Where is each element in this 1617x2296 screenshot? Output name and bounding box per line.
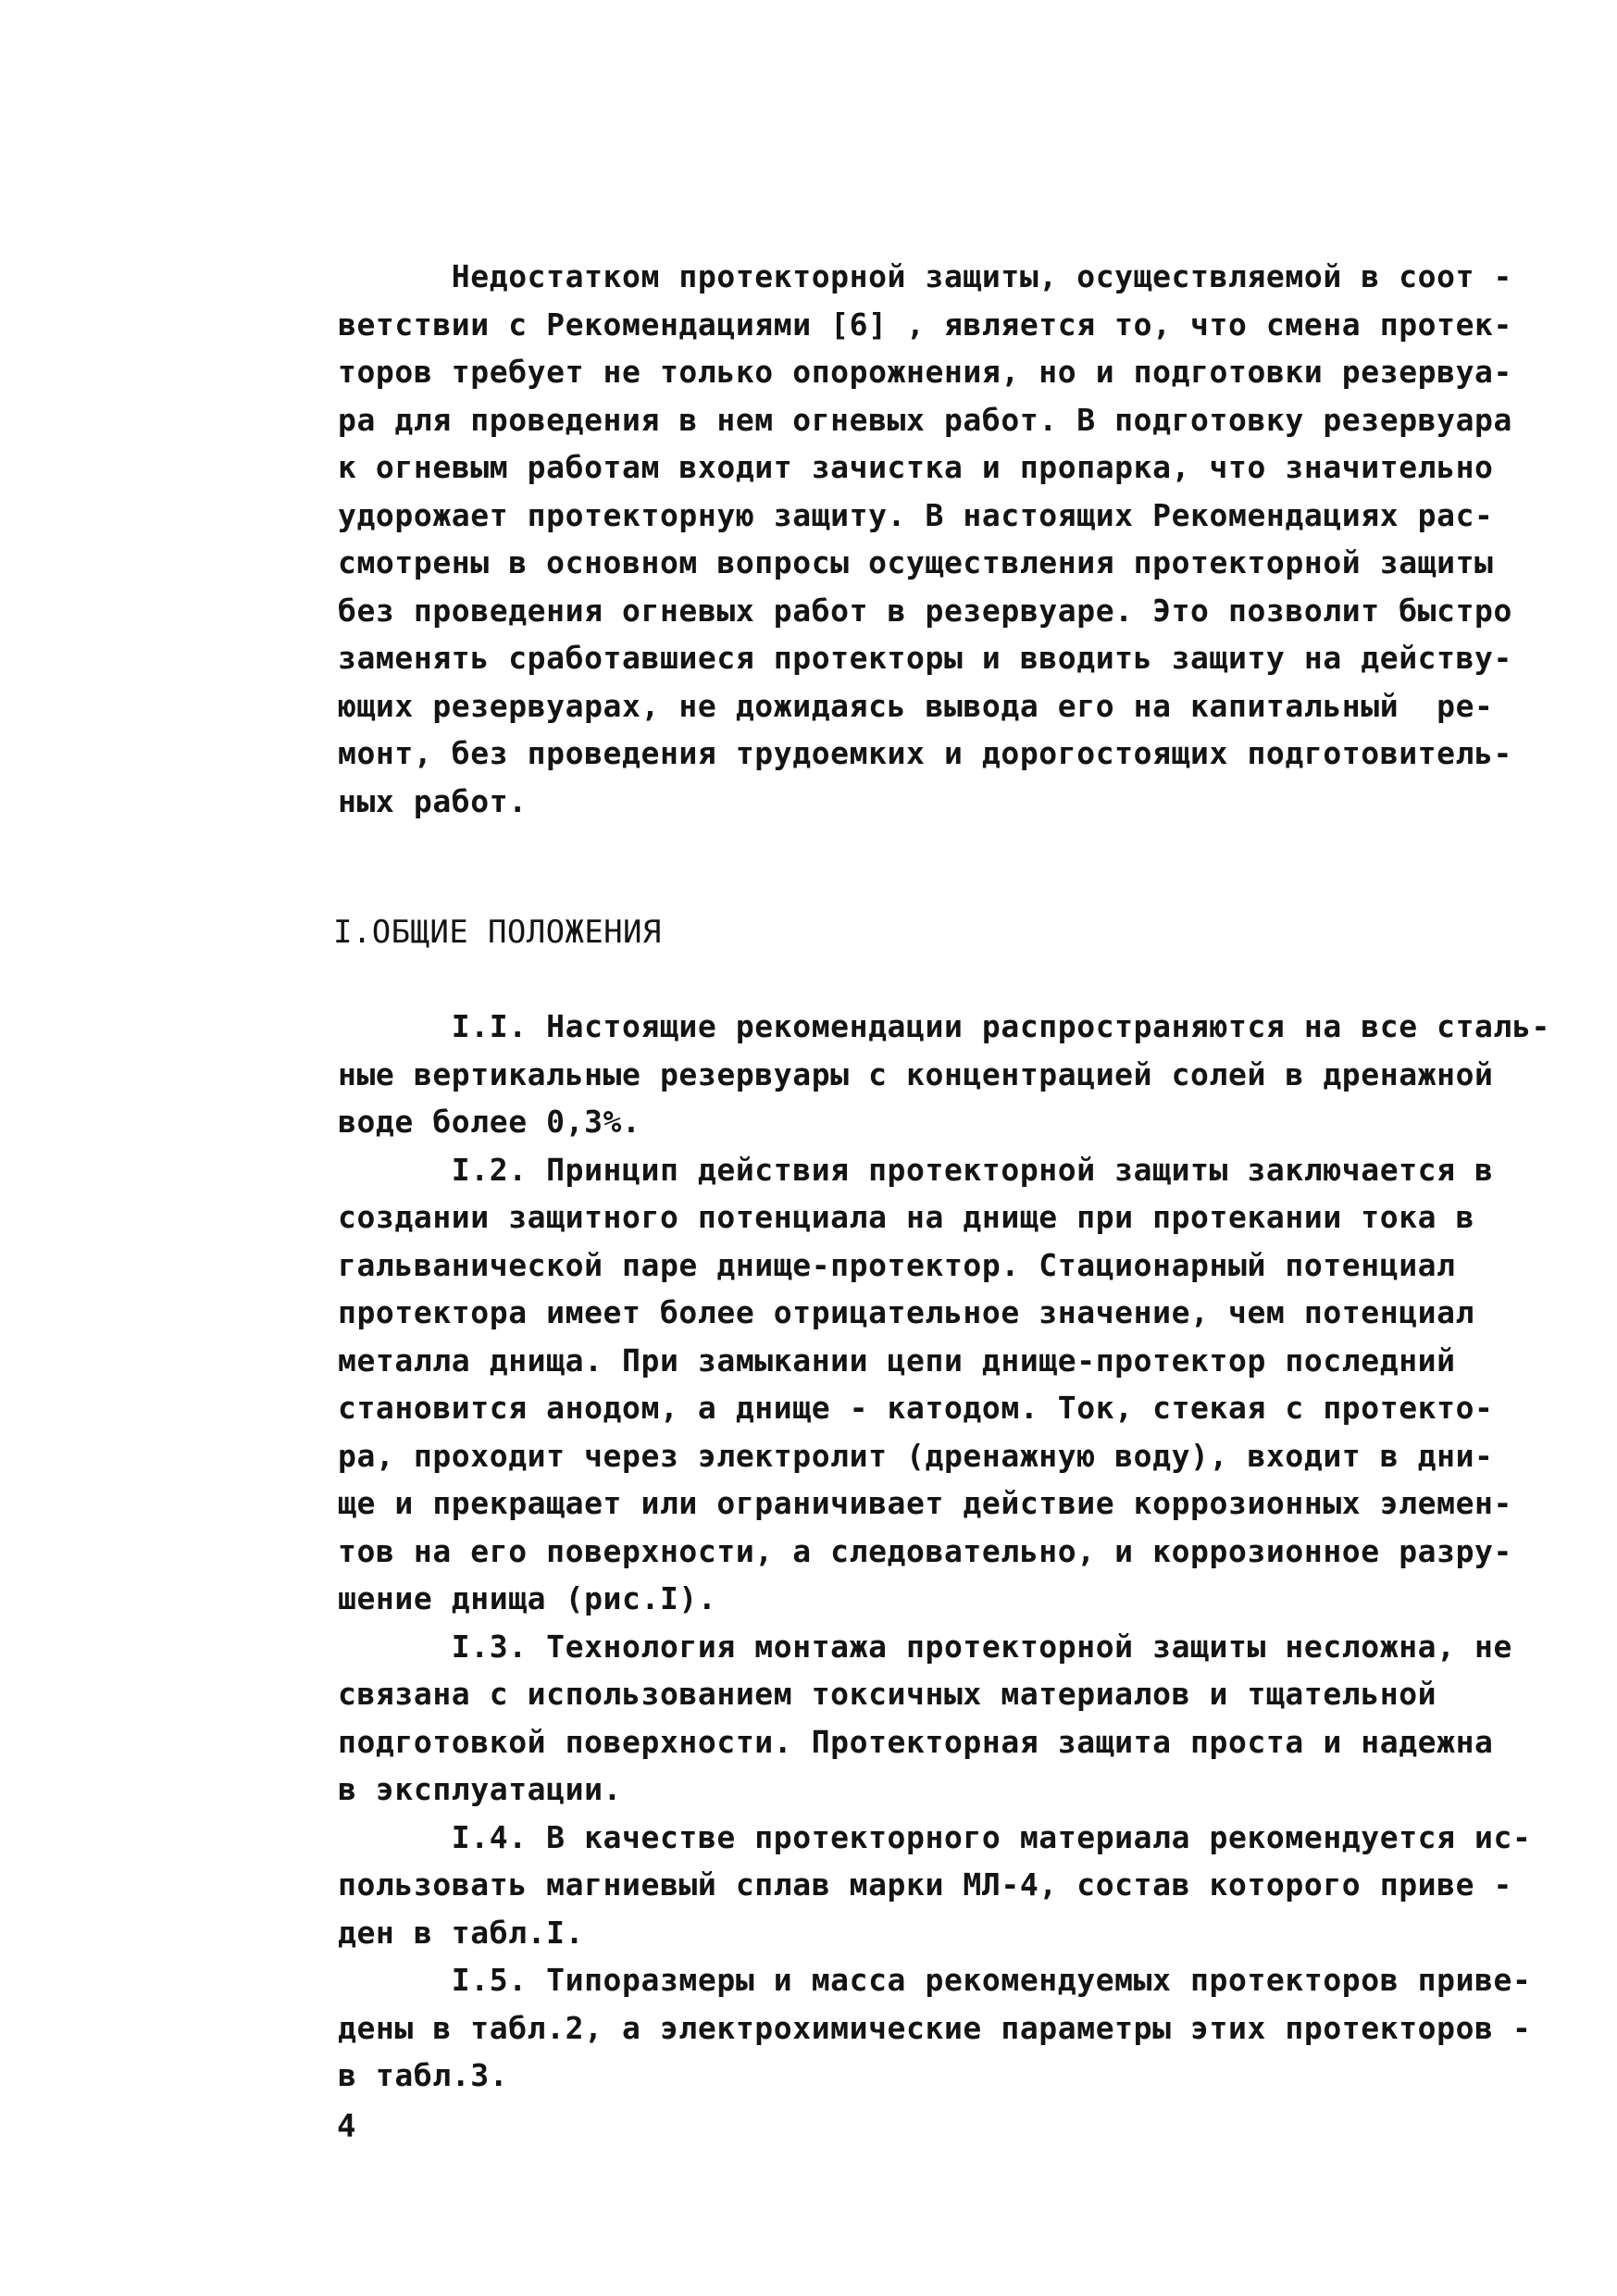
text-line: подготовкой поверхности. Протекторная защита проста и надежна [338, 1723, 1494, 1760]
text-line: смотрены в основном вопросы осуществления протекторной защиты [338, 544, 1494, 580]
text-line: становится анодом, а днище - катодом. Ток, стекая с протекто- [338, 1390, 1494, 1426]
text-line: в эксплуатации. [338, 1771, 623, 1807]
text-line: создании защитного потенциала на днище при протекании тока в [338, 1199, 1475, 1235]
text-line: I.5. Типоразмеры и масса рекомендуемых протекторов приве- [338, 1962, 1532, 1998]
section-body [338, 1003, 1550, 2100]
text-line: дены в табл.2, а электрохимические параметры этих протекторов - [338, 2009, 1532, 2046]
text-line: ющих резервуарах, не дожидаясь вывода его на капитальный ре- [338, 687, 1494, 724]
text-line: I.3. Технология монтажа протекторной защиты несложна, не [338, 1628, 1512, 1665]
text-line: монт, без проведения трудоемких и дорогостоящих подготовитель- [338, 735, 1512, 771]
text-line: I.4. В качестве протекторного материала рекомендуется ис- [338, 1818, 1532, 1855]
text-line: Недостатком протекторной защиты, осуществляемой в соот - [338, 258, 1512, 294]
text-line: ных работ. [338, 782, 528, 819]
text-line: в табл.3. [338, 2057, 509, 2093]
text-line: заменять сработавшиеся протекторы и вводить защиту на действу- [338, 640, 1512, 676]
text-line: пользовать магниевый сплав марки МЛ-4, состав которого приве - [338, 1866, 1512, 1903]
text-line: тов на его поверхности, а следовательно, и коррозионное разру- [338, 1532, 1512, 1569]
text-line: связана с использованием токсичных материалов и тщательной [338, 1676, 1437, 1712]
text-line: ра для проведения в нем огневых работ. В подготовку резервуара [338, 401, 1512, 438]
text-line: ще и прекращает или ограничивает действие коррозионных элемен- [338, 1485, 1512, 1521]
text-line: шение днища (рис.I). [338, 1580, 717, 1616]
text-line: воде более 0,3%. [338, 1104, 641, 1140]
intro-paragraph [338, 253, 1527, 825]
text-line: без проведения огневых работ в резервуаре. Это позволит быстро [338, 592, 1512, 629]
text-line: протектора имеет более отрицательное значение, чем потенциал [338, 1294, 1475, 1330]
page-number: 4 [337, 2108, 356, 2145]
text-line: ден в табл.I. [338, 1914, 585, 1951]
text-line: ветствии с Рекомендациями [6] , является то, что смена протек- [338, 306, 1512, 343]
section-heading: I.ОБЩИЕ ПОЛОЖЕНИЯ [333, 914, 662, 951]
text-line: к огневым работам входит зачистка и пропарка, что значительно [338, 449, 1494, 485]
text-line: металла днища. При замыкании цепи днище-протектор последний [338, 1341, 1456, 1379]
text-line: I.I. Настоящие рекомендации распространяются на все сталь- [338, 1008, 1550, 1044]
text-line: ные вертикальные резервуары с концентрацией солей в дренажной [338, 1055, 1494, 1092]
text-line: удорожает протекторную защиту. В настоящих Рекомендациях рас- [338, 496, 1494, 533]
text-line: ра, проходит через электролит (дренажную воду), входит в дни- [338, 1437, 1494, 1474]
text-line: торов требует не только опорожнения, но и подготовки резервуа- [338, 354, 1512, 390]
text-line: гальванической паре днище-протектор. Стационарный потенциал [338, 1246, 1456, 1283]
text-line: I.2. Принцип действия протекторной защиты заключается в [338, 1151, 1494, 1188]
